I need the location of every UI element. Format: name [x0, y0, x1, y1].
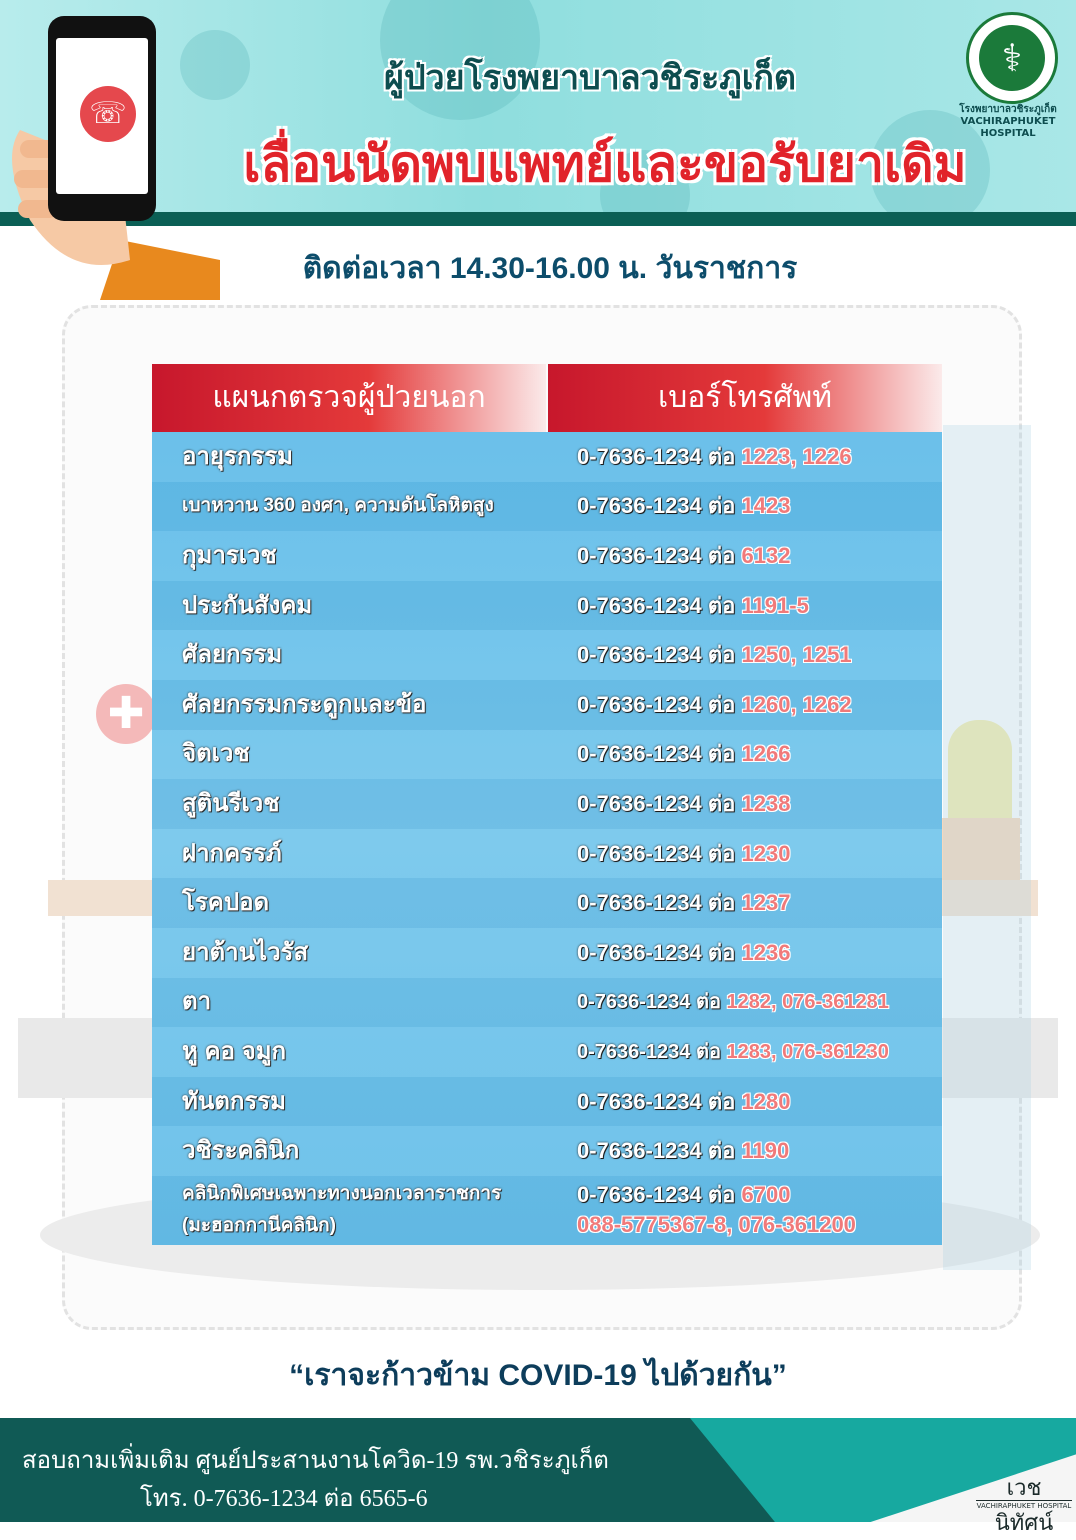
dept-name: ศัลยกรรมกระดูกและข้อ	[182, 690, 427, 718]
phone-number: 0-7636-1234 ต่อ 1230	[577, 840, 791, 866]
dept-name: ยาต้านไวรัส	[182, 938, 309, 966]
phone-number: 0-7636-1234 ต่อ 1260, 1262	[577, 691, 852, 717]
dept-name: จิตเวช	[182, 740, 250, 768]
dept-name-line1: คลินิกพิเศษเฉพาะทางนอกเวลาราชการ	[182, 1183, 502, 1205]
phone-number: 0-7636-1234 ต่อ 1423	[577, 493, 791, 519]
phone-number: 0-7636-1234 ต่อ 1191-5	[577, 592, 809, 618]
footer-phone: โทร. 0-7636-1234 ต่อ 6565-6	[140, 1486, 428, 1512]
dept-name: โรคปอด	[182, 889, 270, 917]
table-row	[152, 779, 942, 829]
dept-name: หู คอ จมูก	[182, 1037, 287, 1065]
table-row	[152, 680, 942, 730]
caduceus-icon: ⚕	[979, 25, 1045, 91]
table-row	[152, 878, 942, 928]
phone-extension: 1191-5	[741, 592, 809, 618]
brand-logo-text: เวชนิทัศน์	[994, 1475, 1054, 1535]
phone-call-icon: ☏	[80, 86, 136, 142]
phone-number: 0-7636-1234 ต่อ 6700 088-5775367-8, 076-361200	[577, 1180, 947, 1240]
dept-name: ทันตกรรม	[182, 1087, 286, 1115]
phone-extension: 1280	[741, 1088, 791, 1114]
phone-extension: 6132	[741, 542, 791, 568]
dept-name: สูตินรีเวช	[182, 789, 280, 817]
phone-extension: 1282, 076-361281	[726, 991, 889, 1014]
dept-name: ศัลยกรรม	[182, 641, 283, 669]
phone-extension: 1236	[741, 939, 791, 965]
dept-name: กุมารเวช	[182, 541, 277, 569]
dept-name-line2: (มะฮอกกานีคลินิก)	[182, 1215, 336, 1237]
background-strip	[943, 425, 1031, 1270]
dept-name: อายุรกรรม	[182, 442, 293, 470]
phone-extension: 1238	[741, 790, 791, 816]
phone-extension: 1266	[741, 741, 791, 767]
phone-extension: 1230	[741, 840, 791, 866]
phone-screen	[56, 38, 148, 194]
dept-name: ฝากครรภ์	[182, 839, 282, 867]
title-line2: เลื่อนนัดพบแพทย์และขอรับยาเดิม	[243, 136, 967, 192]
table-row	[152, 978, 942, 1028]
phone-extension: 1250, 1251	[741, 642, 852, 668]
phone-number: 0-7636-1234 ต่อ 1238	[577, 790, 791, 816]
phone-extension: 1423	[741, 493, 791, 519]
phone-number: 0-7636-1234 ต่อ 1250, 1251	[577, 642, 852, 668]
table-row	[152, 630, 942, 680]
table-row	[152, 928, 942, 978]
phone-illustration	[48, 16, 156, 221]
phone-extension-extra: 088-5775367-8, 076-361200	[577, 1212, 856, 1238]
medical-cross-icon: ✚	[96, 684, 156, 744]
ministry-logo	[966, 12, 1058, 104]
phone-extension: 1237	[741, 890, 791, 916]
phone-number: 0-7636-1234 ต่อ 1280	[577, 1088, 791, 1114]
dept-name	[182, 1178, 552, 1242]
department-phone-table	[152, 364, 942, 1245]
logo-caption-en: VACHIRAPHUKET HOSPITAL	[960, 116, 1056, 139]
header-department: แผนกตรวจผู้ป่วยนอก	[152, 364, 546, 432]
phone-number: 0-7636-1234 ต่อ 1223, 1226	[577, 443, 852, 469]
phone-extension: 1223, 1226	[741, 443, 852, 469]
table-body	[152, 432, 942, 1245]
phone-number: 0-7636-1234 ต่อ 1237	[577, 890, 791, 916]
table-row	[152, 1126, 942, 1176]
phone-number: 0-7636-1234 ต่อ 1266	[577, 741, 791, 767]
slogan: “เราจะก้าวข้าม COVID-19 ไปด้วยกัน”	[289, 1359, 787, 1392]
dept-name: ประกันสังคม	[182, 591, 313, 619]
table-row	[152, 482, 942, 532]
contact-hours: ติดต่อเวลา 14.30-16.00 น. วันราชการ	[302, 252, 798, 285]
table-row	[152, 1077, 942, 1127]
header-phone: เบอร์โทรศัพท์	[548, 364, 942, 432]
dept-name: ตา	[182, 988, 212, 1016]
dept-name: วชิระคลินิก	[182, 1137, 300, 1165]
table-header	[152, 364, 942, 432]
phone-extension: 1190	[741, 1138, 790, 1164]
table-row	[152, 829, 942, 879]
table-row	[152, 432, 942, 482]
phone-number: 0-7636-1234 ต่อ 1190	[577, 1138, 790, 1164]
phone-extension: 1260, 1262	[741, 691, 852, 717]
logo-caption-th: โรงพยาบาลวชิระภูเก็ต	[959, 104, 1057, 115]
title-line1: ผู้ป่วยโรงพยาบาลวชิระภูเก็ต	[384, 59, 796, 97]
phone-number: 0-7636-1234 ต่อ 1283, 076-361230	[577, 1040, 889, 1063]
phone-extension: 6700	[741, 1182, 791, 1208]
table-row	[152, 581, 942, 631]
phone-number: 0-7636-1234 ต่อ 1236	[577, 939, 791, 965]
phone-extension: 1283, 076-361230	[726, 1040, 889, 1063]
table-row	[152, 1176, 942, 1245]
dept-name: เบาหวาน 360 องศา, ความดันโลหิตสูง	[182, 495, 494, 517]
brand-logo-subtext: VACHIRAPHUKET HOSPITAL	[976, 1502, 1072, 1510]
table-row	[152, 730, 942, 780]
table-row	[152, 1027, 942, 1077]
footer-info: สอบถามเพิ่มเติม ศูนย์ประสานงานโควิด-19 รพ.วชิระภูเก็ต	[22, 1448, 609, 1474]
phone-number: 0-7636-1234 ต่อ 1282, 076-361281	[577, 991, 889, 1014]
phone-number: 0-7636-1234 ต่อ 6132	[577, 542, 791, 568]
logo-caption	[940, 104, 1076, 140]
table-row	[152, 531, 942, 581]
